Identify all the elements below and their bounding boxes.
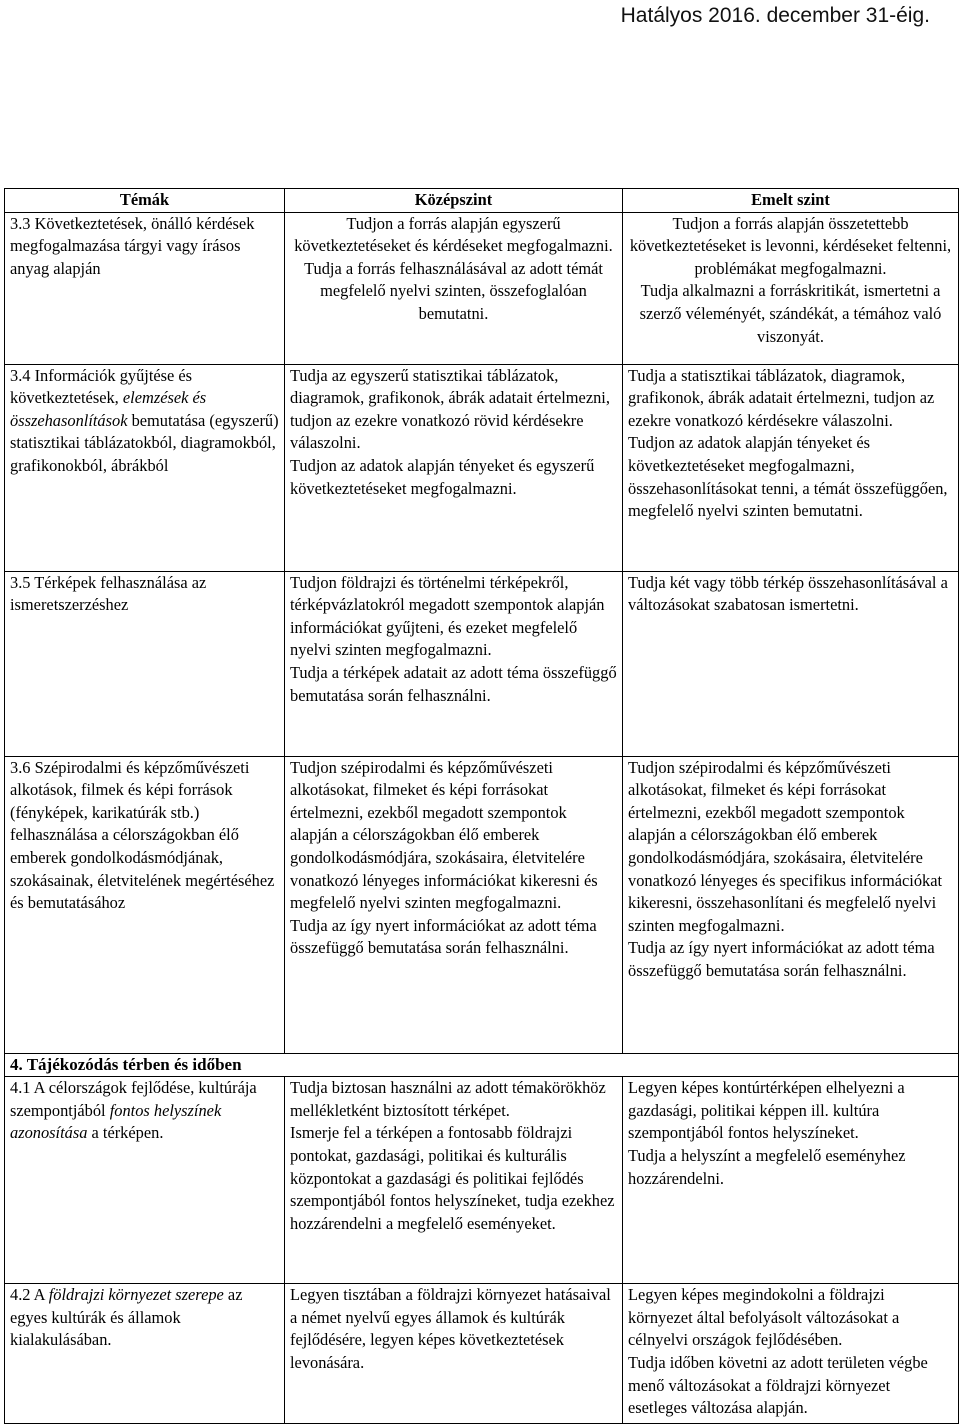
- header-topics: Témák: [5, 189, 285, 213]
- table-row: [5, 1077, 959, 1284]
- topic-cell: [5, 364, 285, 571]
- topic-text: 3.5 Térképek felhasználása az ismeretszerzéshez: [10, 572, 207, 615]
- mid-level-cell: [285, 1284, 623, 1424]
- header-advanced-level: Emelt szint: [623, 189, 959, 213]
- mid-level-text: Tudja az egyszerű statisztikai táblázatok, diagramok, grafikonok, ábrák adatait értelmezni, tudjon az ezekre vonatkozó rövid kérdésekre válaszolni.: [290, 365, 610, 453]
- table-row: [5, 1284, 959, 1424]
- mid-level-text: Tudjon földrajzi és történelmi térképekről, térképvázlatokról megadott szempontok alapján információkat gyűjteni, és ezeket megfelelő nyelvi szinten megfogalmazni.: [290, 572, 605, 660]
- mid-level-text: Tudja az így nyert információkat az adott téma összefüggő bemutatása során felhasználni.: [290, 915, 597, 958]
- requirements-table: [4, 188, 959, 1424]
- advanced-level-cell: [623, 571, 959, 756]
- advanced-level-cell: [623, 1284, 959, 1424]
- mid-level-cell: [285, 212, 623, 364]
- advanced-level-text: Tudja alkalmazni a forráskritikát, ismertetni a szerző véleményét, szándékát, a témához való viszonyát.: [639, 281, 942, 346]
- section-heading-row: [5, 1053, 959, 1077]
- mid-level-text: Tudja a térképek adatait az adott téma összefüggő bemutatása során felhasználni.: [290, 662, 617, 705]
- advanced-level-text: Tudja időben követni az adott területen végbe menő változásokat a földrajzi környezet esetleges változása alapján.: [628, 1352, 928, 1418]
- topic-text: 4.1 A célországok fejlődése, kultúrája szempontjából fontos helyszínek azonosítása a térképen.: [10, 1078, 257, 1143]
- advanced-level-text: Tudjon az adatok alapján tényeket és következtetéseket megfogalmazni, összehasonlításokat tenni, a témát összefüggően, megfelelő nyelvi szinten bemutatni.: [628, 433, 948, 521]
- mid-level-cell: [285, 1077, 623, 1284]
- advanced-level-text: Legyen képes kontúrtérképen elhelyezni a gazdasági, politikai képpen ill. kultúra szempontjából fontos helyszíneket.: [628, 1078, 905, 1143]
- topic-text: 3.4 Információk gyűjtése és következtetések, elemzések és összehasonlítások bemutatása (egyszerű) statisztikai táblázatokból, diagramokból, grafikonokból, ábrákból: [10, 365, 279, 475]
- mid-level-cell: [285, 571, 623, 756]
- mid-level-text: Tudjon szépirodalmi és képzőművészeti alkotásokat, filmeket és képi forrásokat értelmezni, ezekből megadott szempontok alapján a célországokban élő emberek gondolkodásmódjára, szokásaira, életvitelére vonatkozó lényeges információkat kikeresni és megfelelő nyelvi szinten megfogalmazni.: [290, 757, 598, 913]
- mid-level-text: Ismerje fel a térképen a fontosabb földrajzi pontokat, gazdasági, politikai és kulturális központokat a gazdasági és politikai fejlődés szempontjából fontos helyszíneket, tudja ezekhez hozzárendelni a megfelelő eseményeket.: [290, 1123, 615, 1233]
- topic-cell: [5, 1077, 285, 1284]
- advanced-level-text: Tudjon szépirodalmi és képzőművészeti alkotásokat, filmeket és képi forrásokat értelmezni, ezekből megadott szempontok alapján a célországokban élő emberek gondolkodásmódjára, szokásaira, életvitelére vonatkozó lényeges és specifikus információkat kikeresni, összehasonlítani és megfelelő nyelvi szinten megfogalmazni.: [628, 757, 943, 935]
- validity-note: Hatályos 2016. december 31-éig.: [620, 4, 930, 27]
- mid-level-text: Tudjon az adatok alapján tényeket és egyszerű következtetéseket megfogalmazni.: [290, 455, 595, 498]
- mid-level-text: Tudja biztosan használni az adott témakörökhöz mellékletként biztosított térképet.: [290, 1078, 606, 1120]
- advanced-level-text: Tudja két vagy több térkép összehasonlításával a változásokat szabatosan ismertetni.: [628, 572, 948, 615]
- section-blank: [285, 1053, 623, 1077]
- advanced-level-text: Tudja az így nyert információkat az adott téma összefüggő bemutatása során felhasználni.: [628, 938, 935, 980]
- mid-level-cell: [285, 756, 623, 1053]
- topic-text: 4.2 A földrajzi környezet szerepe az egyes kultúrák és államok kialakulásában.: [10, 1285, 243, 1350]
- advanced-level-cell: [623, 756, 959, 1053]
- table-row: [5, 364, 959, 571]
- topic-cell: [5, 756, 285, 1053]
- advanced-level-cell: [623, 212, 959, 364]
- table-row: [5, 756, 959, 1053]
- topic-text: 3.6 Szépirodalmi és képzőművészeti alkotások, filmek és képi források (fényképek, karikatúrák stb.) felhasználása a célországokban élő emberek gondolkodásmódjának, szokásainak, életvitelének megértéséhez és bemutatásához: [10, 757, 275, 913]
- advanced-level-text: Tudjon a forrás alapján összetettebb következtetéseket is levonni, kérdéseket feltenni, problémákat megfogalmazni.: [629, 213, 952, 278]
- table-row: [5, 212, 959, 364]
- topic-cell: [5, 571, 285, 756]
- advanced-level-text: Tudja a statisztikai táblázatok, diagramok, grafikonok, ábrák adatait értelmezni, tudjon az ezekre vonatkozó kérdésekre válaszolni.: [628, 365, 935, 430]
- advanced-level-cell: [623, 364, 959, 571]
- mid-level-text: Tudja a forrás felhasználásával az adott témát megfelelő nyelvi szinten, összefoglalóan bemutatni.: [304, 258, 603, 323]
- topic-cell: [5, 212, 285, 364]
- advanced-level-cell: [623, 1077, 959, 1284]
- mid-level-text: Legyen tisztában a földrajzi környezet hatásaival a német nyelvű egyes államok és kultúrák fejlődésére, legyen képes következtetések levonására.: [290, 1285, 611, 1372]
- advanced-level-text: Legyen képes megindokolni a földrajzi környezet által befolyásolt változásokat a célnyelvi országok fejlődésében.: [628, 1285, 900, 1350]
- mid-level-text: Tudjon a forrás alapján egyszerű következtetéseket és kérdéseket megfogalmazni.: [294, 213, 613, 256]
- mid-level-cell: [285, 364, 623, 571]
- table-header-row: [5, 189, 959, 213]
- advanced-level-text: Tudja a helyszínt a megfelelő eseményhez hozzárendelni.: [628, 1145, 906, 1188]
- section-heading: 4. Tájékozódás térben és időben: [5, 1053, 285, 1077]
- header-mid-level: Középszint: [285, 189, 623, 213]
- topic-text: 3.3 Következtetések, önálló kérdések megfogalmazása tárgyi vagy írásos anyag alapján: [10, 213, 255, 278]
- section-blank: [623, 1053, 959, 1077]
- table-row: [5, 571, 959, 756]
- topic-cell: [5, 1284, 285, 1424]
